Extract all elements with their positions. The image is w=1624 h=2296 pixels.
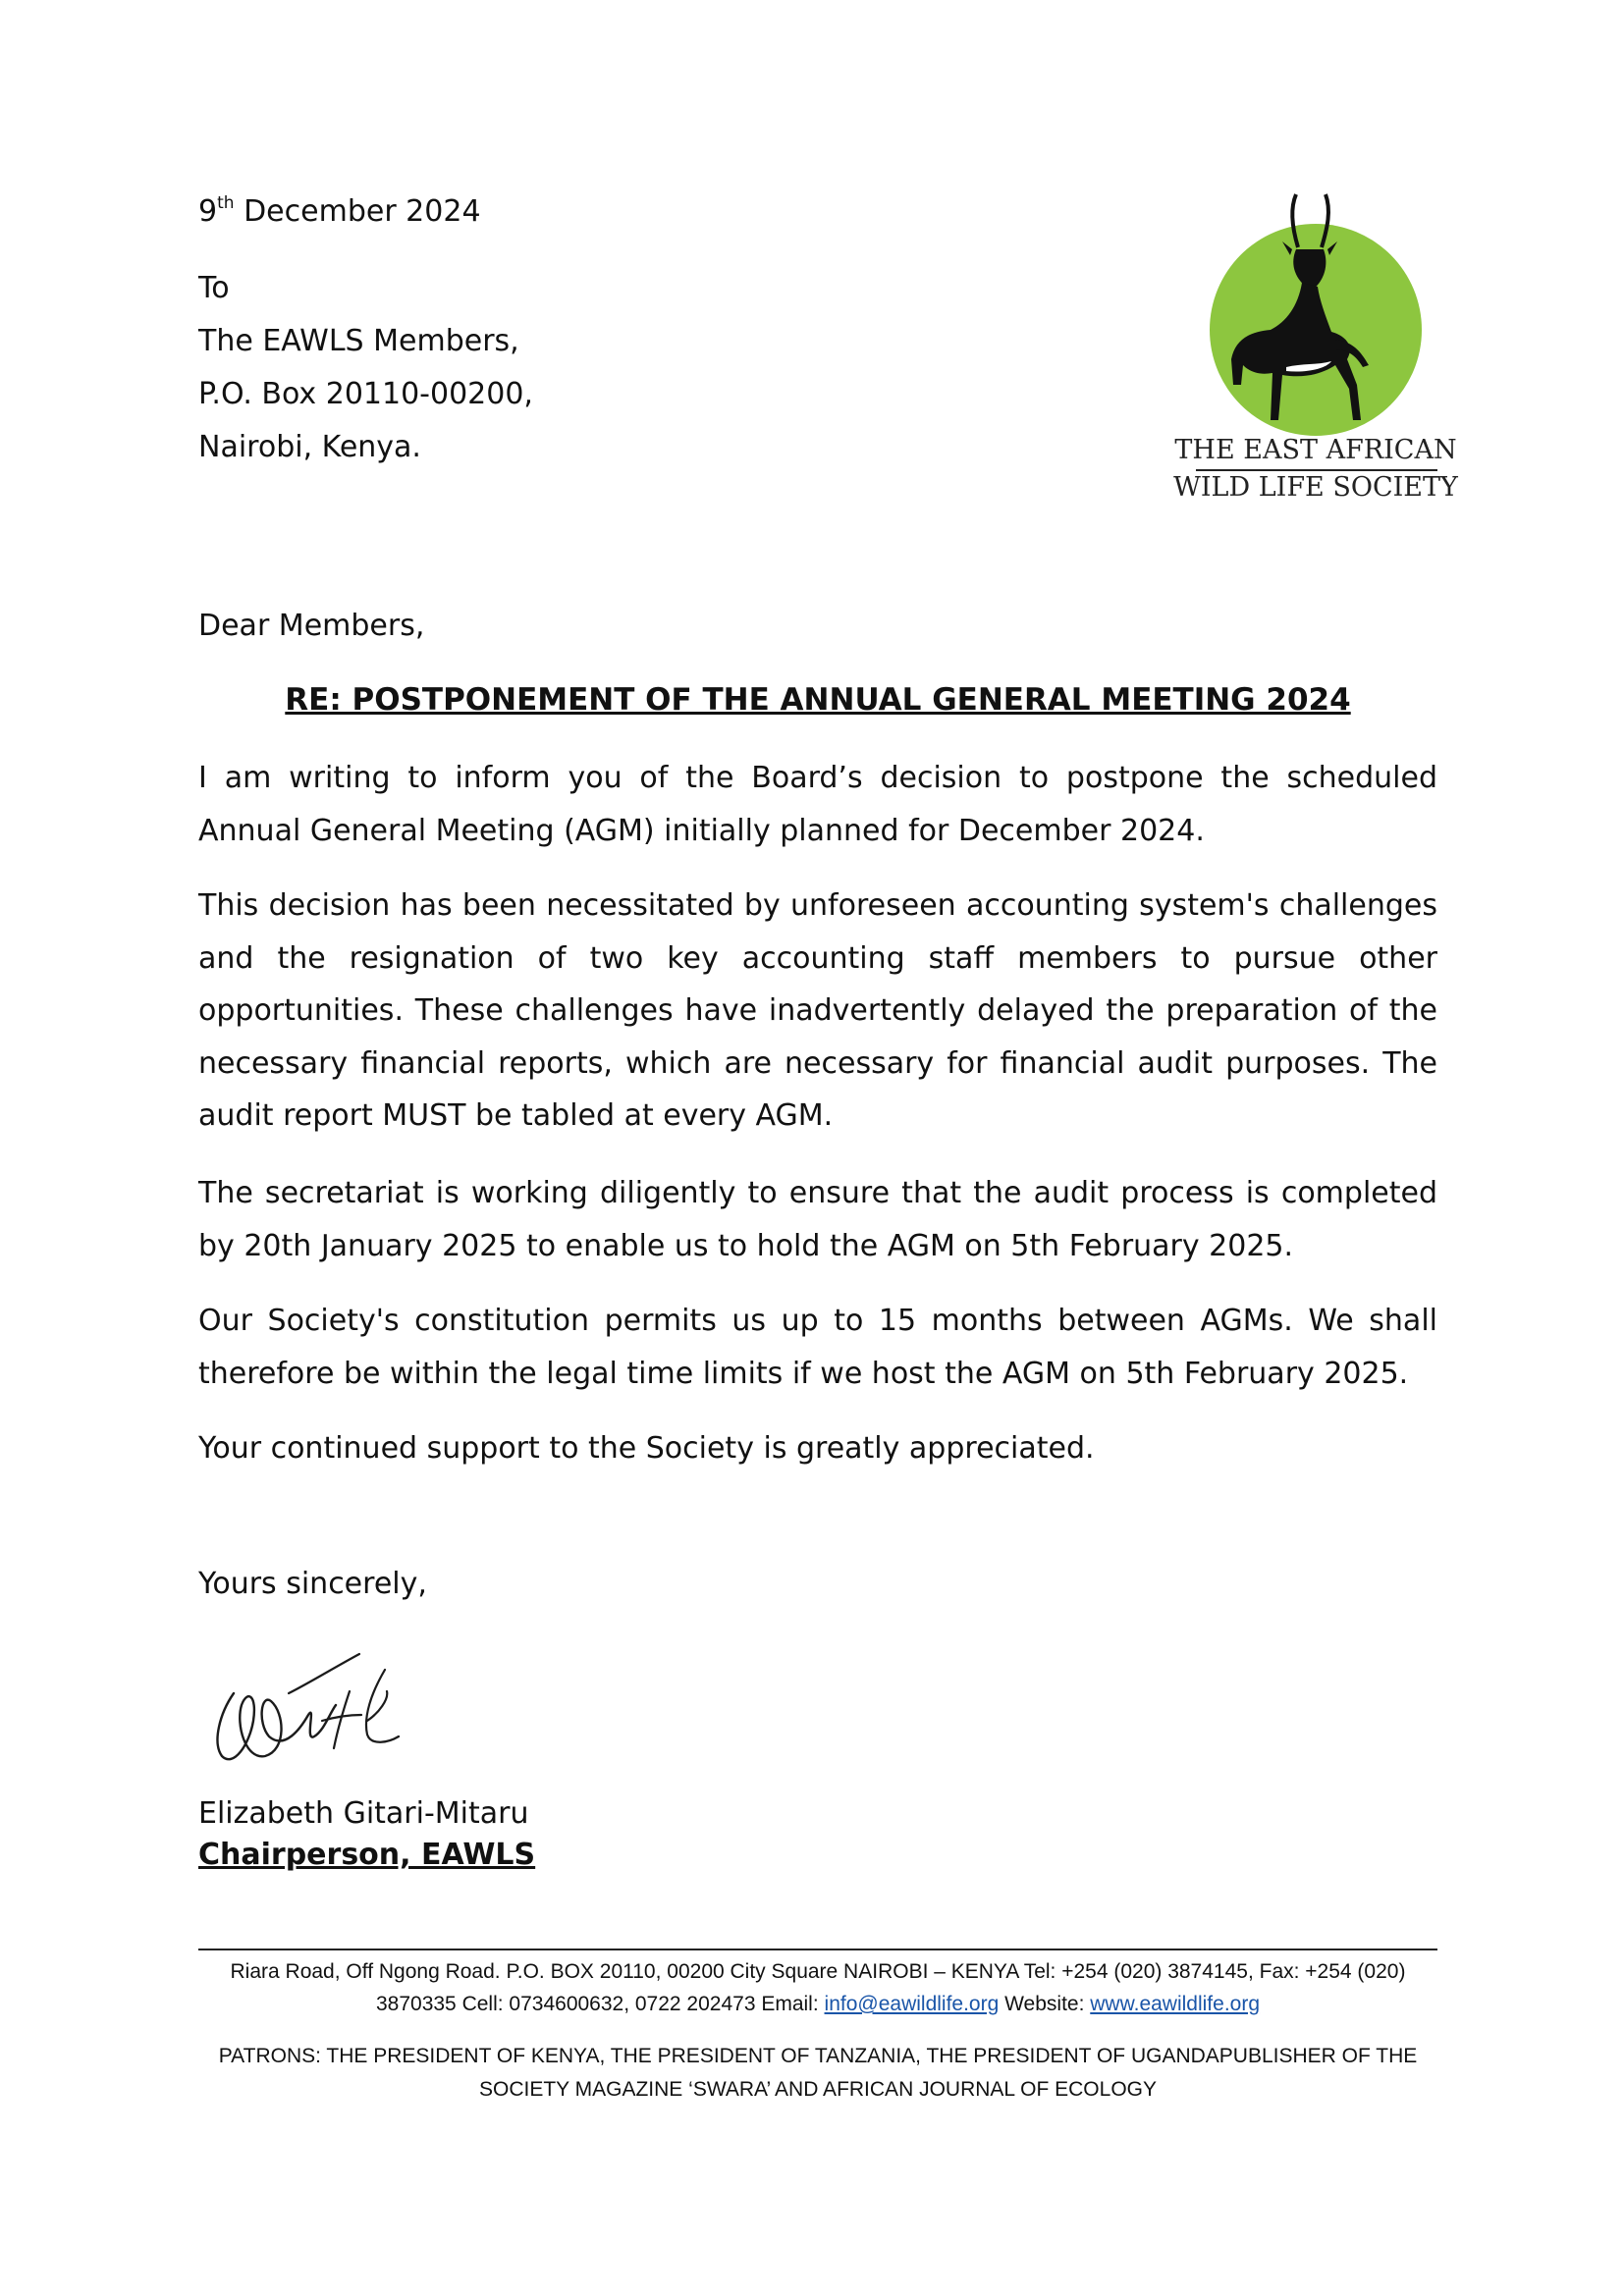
- salutation: Dear Members,: [198, 609, 425, 643]
- body-paragraph: This decision has been necessitated by unforeseen accounting system's challenges and the resignation of two key accounting staff members to pursue other opportunities. These challenges have inadvertently delayed the preparation of the necessary financial reports, which are necessary for financial audit purposes. The audit report MUST be tabled at every AGM.: [198, 888, 1437, 1133]
- footer-website-label: Website:: [999, 1993, 1091, 2015]
- eawls-logo: [1188, 192, 1443, 516]
- body-paragraph: Our Society's constitution permits us up to 15 months between AGMs. We shall therefore be within the legal time limits if we host the AGM on 5th February 2025.: [198, 1304, 1437, 1391]
- logo-text-line2: WILD LIFE SOCIETY: [1173, 472, 1458, 503]
- recipient-line: The EAWLS Members,: [198, 324, 519, 358]
- body-paragraph: I am writing to inform you of the Board’s decision to postpone the scheduled Annual General Meeting (AGM) initially planned for December 2024.: [198, 761, 1437, 848]
- logo-text-line1: THE EAST AFRICAN: [1174, 435, 1457, 465]
- recipient-line: Nairobi, Kenya.: [198, 430, 421, 464]
- footer-patrons-line2: SOCIETY MAGAZINE ‘SWARA’ AND AFRICAN JOURNAL OF ECOLOGY: [479, 2078, 1157, 2101]
- date-suffix: th: [217, 193, 235, 213]
- footer-divider: [198, 1949, 1437, 1950]
- date-month-year: December 2024: [234, 194, 481, 229]
- footer-patrons-line1: PATRONS: THE PRESIDENT OF KENYA, THE PRESIDENT OF TANZANIA, THE PRESIDENT OF UGANDAPUBLISHER OF THE: [218, 2045, 1418, 2067]
- recipient-line: P.O. Box 20110-00200,: [198, 377, 533, 411]
- recipient-to: To: [198, 271, 230, 305]
- footer-address-line1: Riara Road, Off Ngong Road. P.O. BOX 20110, 00200 City Square NAIROBI – KENYA Tel: +254 (020) 3874145, Fax: +254 (020): [230, 1960, 1406, 1983]
- closing: Yours sincerely,: [198, 1567, 427, 1601]
- footer-contact-text: 3870335 Cell: 0734600632, 0722 202473 Email:: [375, 1993, 825, 2015]
- footer-website-link[interactable]: www.eawildlife.org: [1090, 1993, 1261, 2015]
- subject-heading: RE: POSTPONEMENT OF THE ANNUAL GENERAL MEETING 2024: [285, 682, 1351, 718]
- footer-address-line2: [198, 1988, 1437, 2020]
- logo-divider: [1196, 469, 1437, 471]
- signature: [206, 1634, 417, 1782]
- signatory-name: Elizabeth Gitari-Mitaru: [198, 1796, 529, 1831]
- date-day: 9: [198, 194, 218, 229]
- letter-date: [198, 194, 481, 234]
- body-paragraph: Your continued support to the Society is greatly appreciated.: [198, 1431, 1095, 1466]
- body-paragraph: The secretariat is working diligently to ensure that the audit process is completed by 20th January 2025 to enable us to hold the AGM on 5th February 2025.: [198, 1176, 1437, 1263]
- footer-email-link[interactable]: info@eawildlife.org: [824, 1993, 1000, 2015]
- signatory-title: Chairperson, EAWLS: [198, 1838, 536, 1872]
